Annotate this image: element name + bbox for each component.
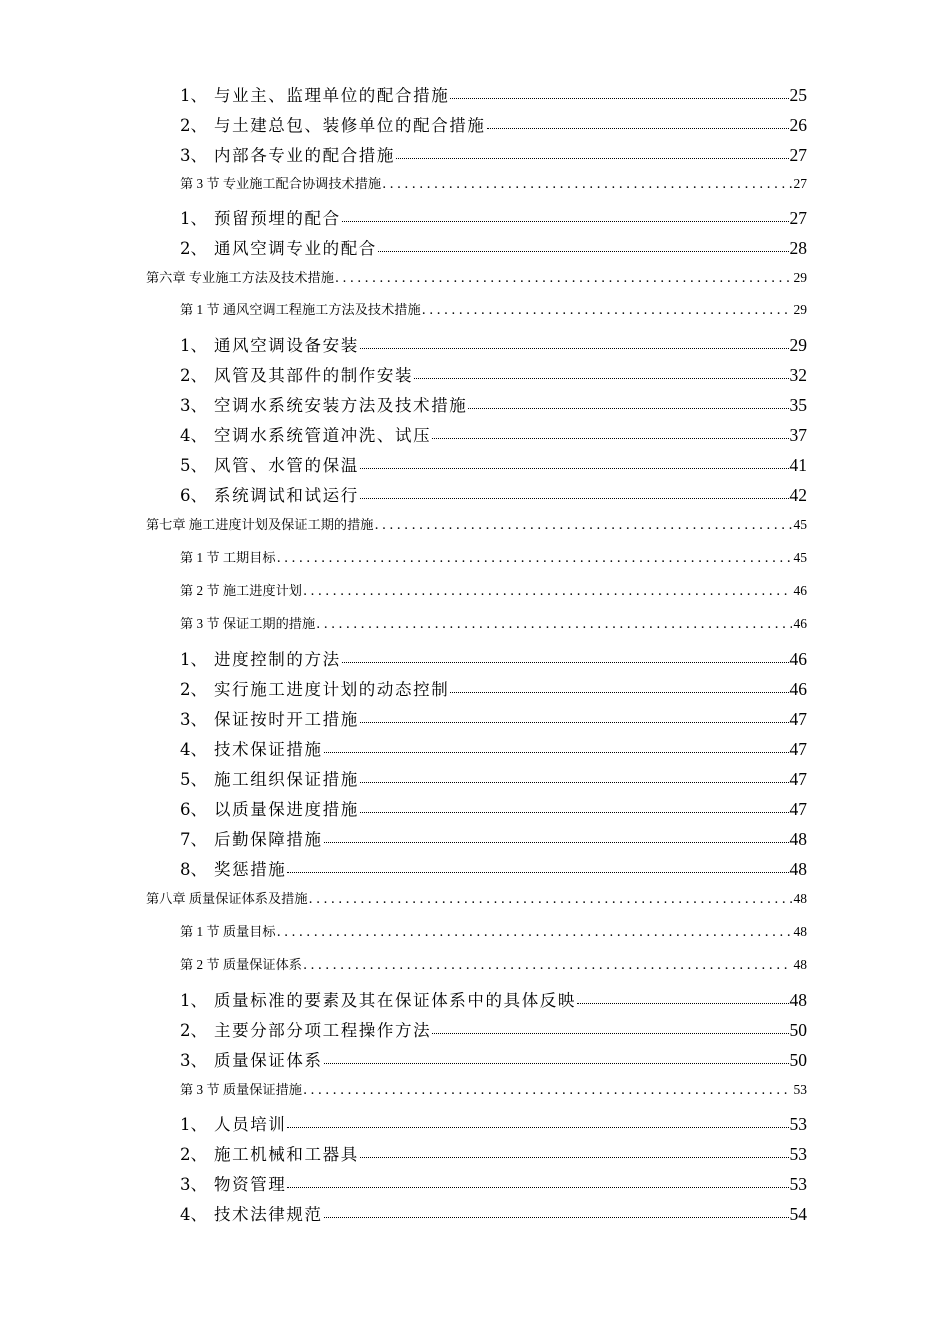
- dot-leader: [422, 303, 792, 318]
- dot-leader: [316, 617, 791, 632]
- dot-leader: [577, 1003, 789, 1004]
- toc-item[interactable]: [180, 1017, 807, 1041]
- toc-item-number: 5、: [180, 456, 207, 475]
- dot-leader: [487, 128, 789, 129]
- toc-item[interactable]: [180, 82, 807, 106]
- toc-entry-title: 通风空调设备安装: [214, 336, 359, 355]
- toc-entry-title: 空调水系统安装方法及技术措施: [214, 396, 468, 415]
- toc-entry-title: 第 3 节 质量保证措施: [180, 1082, 302, 1097]
- dot-leader: [309, 892, 792, 907]
- toc-page-number: 47: [789, 799, 807, 819]
- toc-item-number: 1、: [180, 209, 207, 228]
- toc-entry-title: 风管及其部件的制作安装: [214, 366, 414, 385]
- dot-leader: [342, 662, 789, 663]
- toc-item-number: 3、: [180, 710, 207, 729]
- toc-entry-title: 系统调试和试运行: [214, 486, 359, 505]
- dot-leader: [396, 158, 789, 159]
- toc-item[interactable]: [180, 112, 807, 136]
- toc-entry-title: 以质量保进度措施: [214, 800, 359, 819]
- toc-item-number: 1、: [180, 1115, 207, 1134]
- toc-item[interactable]: [180, 332, 807, 356]
- toc-entry-title: 保证按时开工措施: [214, 710, 359, 729]
- toc-item[interactable]: [180, 452, 807, 476]
- toc-item[interactable]: [180, 676, 807, 700]
- toc-page-number: 47: [789, 709, 807, 729]
- toc-item-number: 3、: [180, 146, 207, 165]
- dot-leader: [303, 1083, 792, 1098]
- dot-leader: [287, 1187, 788, 1188]
- toc-item-number: 2、: [180, 239, 207, 258]
- toc-page-number: 47: [789, 739, 807, 759]
- toc-item[interactable]: [180, 392, 807, 416]
- toc-item-number: 6、: [180, 486, 207, 505]
- toc-item[interactable]: [180, 1201, 807, 1225]
- toc-item-number: 2、: [180, 680, 207, 699]
- toc-page-number: 48: [793, 957, 807, 972]
- dot-leader: [324, 752, 789, 753]
- dot-leader: [335, 271, 792, 286]
- toc-entry-title: 与业主、监理单位的配合措施: [214, 86, 450, 105]
- toc-entry-title: 第七章 施工进度计划及保证工期的措施: [146, 517, 374, 532]
- toc-page-number: 50: [789, 1050, 807, 1070]
- toc-page-number: 46: [793, 583, 807, 598]
- toc-item[interactable]: [180, 482, 807, 506]
- toc-page-number: 48: [793, 891, 807, 906]
- toc-page-number: 46: [793, 616, 807, 631]
- toc-page-number: 42: [789, 485, 807, 505]
- toc-page-number: 27: [789, 145, 807, 165]
- toc-entry-title: 质量标准的要素及其在保证体系中的具体反映: [214, 991, 576, 1010]
- toc-page-number: 50: [789, 1020, 807, 1040]
- toc-item-number: 2、: [180, 1145, 207, 1164]
- toc-section[interactable]: [180, 921, 807, 940]
- toc-page-number: 41: [789, 455, 807, 475]
- dot-leader: [287, 872, 788, 873]
- toc-page-number: 35: [789, 395, 807, 415]
- toc-page-number: 26: [789, 115, 807, 135]
- toc-entry-title: 实行施工进度计划的动态控制: [214, 680, 450, 699]
- toc-item[interactable]: [180, 235, 807, 259]
- dot-leader: [324, 1217, 789, 1218]
- toc-item[interactable]: [180, 205, 807, 229]
- toc-entry-title: 第 3 节 专业施工配合协调技术措施: [180, 176, 382, 191]
- toc-page-number: 53: [789, 1174, 807, 1194]
- toc-section[interactable]: [180, 173, 807, 192]
- toc-page-number: 53: [793, 1082, 807, 1097]
- dot-leader: [432, 1033, 788, 1034]
- toc-chapter[interactable]: [146, 267, 807, 286]
- toc-page-number: 28: [789, 238, 807, 258]
- toc-entry-title: 物资管理: [214, 1175, 287, 1194]
- toc-item-number: 5、: [180, 770, 207, 789]
- toc-item[interactable]: [180, 1171, 807, 1195]
- toc-page-number: 29: [793, 270, 807, 285]
- toc-item[interactable]: [180, 736, 807, 760]
- dot-leader: [360, 498, 789, 499]
- toc-section[interactable]: [180, 580, 807, 599]
- dot-leader: [360, 782, 789, 783]
- toc-page-number: 46: [789, 649, 807, 669]
- toc-section[interactable]: [180, 1079, 807, 1098]
- toc-entry-title: 技术保证措施: [214, 740, 323, 759]
- toc-page-number: 32: [789, 365, 807, 385]
- toc-page-number: 48: [793, 924, 807, 939]
- toc-section[interactable]: [180, 299, 807, 318]
- dot-leader: [468, 408, 788, 409]
- toc-entry-title: 第 2 节 质量保证体系: [180, 957, 302, 972]
- toc-item-number: 6、: [180, 800, 207, 819]
- dot-leader: [360, 348, 789, 349]
- toc-page-number: 47: [789, 769, 807, 789]
- toc-entry-title: 第六章 专业施工方法及技术措施: [146, 270, 334, 285]
- toc-item-number: 2、: [180, 366, 207, 385]
- dot-leader: [277, 551, 792, 566]
- toc-page-number: 29: [793, 302, 807, 317]
- dot-leader: [378, 251, 789, 252]
- toc-page-number: 54: [789, 1204, 807, 1224]
- toc-entry-title: 通风空调专业的配合: [214, 239, 377, 258]
- toc-entry-title: 主要分部分项工程操作方法: [214, 1021, 432, 1040]
- toc-page-number: 46: [789, 679, 807, 699]
- dot-leader: [414, 378, 788, 379]
- toc-item-number: 4、: [180, 740, 207, 759]
- dot-leader: [360, 1157, 789, 1158]
- toc-page-number: 27: [793, 176, 807, 191]
- toc-item[interactable]: [180, 646, 807, 670]
- toc-section[interactable]: [180, 613, 807, 632]
- toc-entry-title: 第 2 节 施工进度计划: [180, 583, 302, 598]
- toc-item[interactable]: [180, 706, 807, 730]
- toc-item[interactable]: [180, 142, 807, 166]
- dot-leader: [450, 98, 788, 99]
- dot-leader: [432, 438, 788, 439]
- toc-entry-title: 后勤保障措施: [214, 830, 323, 849]
- toc-page-number: 37: [789, 425, 807, 445]
- dot-leader: [360, 722, 789, 723]
- toc-item[interactable]: [180, 856, 807, 880]
- toc-chapter[interactable]: [146, 514, 807, 533]
- dot-leader: [277, 925, 792, 940]
- dot-leader: [287, 1127, 788, 1128]
- toc-item-number: 2、: [180, 1021, 207, 1040]
- toc-entry-title: 第 1 节 质量目标: [180, 924, 276, 939]
- toc-page-number: 53: [789, 1144, 807, 1164]
- toc-item-number: 1、: [180, 650, 207, 669]
- toc-item-number: 8、: [180, 860, 207, 879]
- dot-leader: [450, 692, 788, 693]
- toc-page-number: 48: [789, 829, 807, 849]
- dot-leader: [360, 468, 789, 469]
- toc-chapter[interactable]: [146, 888, 807, 907]
- toc-entry-title: 进度控制的方法: [214, 650, 341, 669]
- toc-item[interactable]: [180, 987, 807, 1011]
- dot-leader: [324, 842, 789, 843]
- toc-entry-title: 第 1 节 通风空调工程施工方法及技术措施: [180, 302, 421, 317]
- toc-page-number: 27: [789, 208, 807, 228]
- toc-item-number: 1、: [180, 991, 207, 1010]
- toc-entry-title: 内部各专业的配合措施: [214, 146, 395, 165]
- toc-section[interactable]: [180, 547, 807, 566]
- toc-item-number: 3、: [180, 1051, 207, 1070]
- toc-page-number: 45: [793, 517, 807, 532]
- dot-leader: [374, 518, 791, 533]
- toc-item[interactable]: [180, 1141, 807, 1165]
- toc-entry-title: 施工组织保证措施: [214, 770, 359, 789]
- dot-leader: [342, 221, 789, 222]
- toc-entry-title: 奖惩措施: [214, 860, 287, 879]
- toc-entry-title: 空调水系统管道冲洗、试压: [214, 426, 432, 445]
- toc-item-number: 1、: [180, 86, 207, 105]
- toc-item-number: 4、: [180, 1205, 207, 1224]
- toc-item-number: 1、: [180, 336, 207, 355]
- toc-entry-title: 第 3 节 保证工期的措施: [180, 616, 316, 631]
- dot-leader: [382, 177, 791, 192]
- toc-entry-title: 第 1 节 工期目标: [180, 550, 276, 565]
- toc-entry-title: 施工机械和工器具: [214, 1145, 359, 1164]
- toc-item[interactable]: [180, 422, 807, 446]
- toc-entry-title: 质量保证体系: [214, 1051, 323, 1070]
- dot-leader: [324, 1063, 789, 1064]
- dot-leader: [303, 958, 792, 973]
- toc-page-number: 29: [789, 335, 807, 355]
- toc-item-number: 2、: [180, 116, 207, 135]
- toc-page-number: 53: [789, 1114, 807, 1134]
- dot-leader: [360, 812, 789, 813]
- toc-item[interactable]: [180, 766, 807, 790]
- toc-item[interactable]: [180, 796, 807, 820]
- toc-entry-title: 预留预埋的配合: [214, 209, 341, 228]
- toc-entry-title: 第八章 质量保证体系及措施: [146, 891, 308, 906]
- toc-item[interactable]: [180, 826, 807, 850]
- dot-leader: [303, 584, 792, 599]
- toc-item-number: 7、: [180, 830, 207, 849]
- toc-entry-title: 技术法律规范: [214, 1205, 323, 1224]
- toc-item[interactable]: [180, 1047, 807, 1071]
- toc-item-number: 3、: [180, 396, 207, 415]
- toc-item-number: 4、: [180, 426, 207, 445]
- toc-entry-title: 与土建总包、装修单位的配合措施: [214, 116, 486, 135]
- toc-page-number: 25: [789, 85, 807, 105]
- toc-page-number: 48: [789, 990, 807, 1010]
- toc-entry-title: 风管、水管的保温: [214, 456, 359, 475]
- toc-item[interactable]: [180, 362, 807, 386]
- toc-page-number: 45: [793, 550, 807, 565]
- toc-item-number: 3、: [180, 1175, 207, 1194]
- toc-page-number: 48: [789, 859, 807, 879]
- toc-item[interactable]: [180, 1111, 807, 1135]
- toc-section[interactable]: [180, 954, 807, 973]
- toc-entry-title: 人员培训: [214, 1115, 287, 1134]
